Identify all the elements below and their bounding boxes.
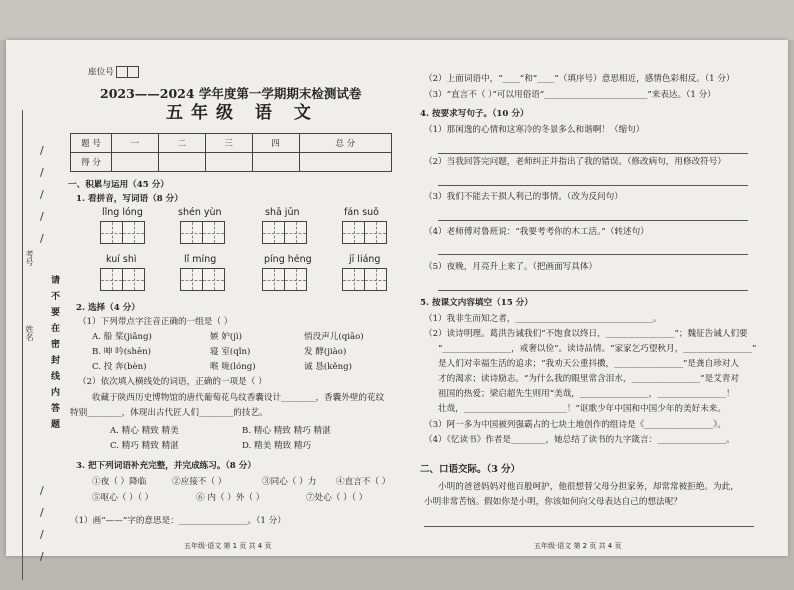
answer-line[interactable]: [424, 526, 754, 527]
score-cell: 一: [112, 134, 159, 153]
writing-grid[interactable]: [180, 268, 224, 291]
pinyin: lǐng lóng: [102, 207, 143, 218]
question-2-2: （2）依次填入横线处的词语，正确的一项是（ ）: [78, 377, 267, 387]
option-c-3: 诚 恳(kěng): [304, 362, 352, 372]
pinyin: píng héng: [264, 254, 312, 265]
background-top: [0, 0, 794, 40]
writing-grid[interactable]: [100, 221, 144, 244]
question-4-title: 4. 按要求写句子。（10 分）: [420, 109, 529, 119]
fill-line: （3）阿一多为中国被列强霸占的七块土地创作的组诗是《________________》。: [424, 420, 726, 430]
question-4-item-1: （1）那闲逸的心情和这寒冷的冬景多么和谐啊！（缩句）: [424, 125, 645, 135]
grade-subject: 五年级 语 文: [166, 103, 319, 123]
idiom-6: ⑥ 内（ ）外（ ）: [196, 493, 265, 503]
option-d: D. 精美 精致 精巧: [242, 441, 312, 451]
question-3-title: 3. 把下列词语补充完整，并完成练习。（8 分）: [76, 461, 256, 471]
question-2-1: （1）下列带点字注音正确的一组是（ ）: [78, 317, 233, 327]
page-footer-left: 五年级·语文 第 1 页 共 4 页: [184, 542, 272, 550]
seat-label: 座位号: [88, 67, 114, 78]
idiom-3: ③同心（ ）力: [262, 477, 317, 487]
writing-grid[interactable]: [100, 268, 144, 291]
question-1-title: 1. 看拼音，写词语（8 分）: [76, 194, 183, 204]
option-c-2: 喉 咙(lóng): [210, 362, 256, 372]
binding-line: [22, 110, 23, 580]
idiom-5: ⑤呕心（ ）（ ）: [92, 493, 154, 503]
pinyin: jī liáng: [349, 254, 381, 265]
score-input[interactable]: [205, 153, 252, 172]
score-cell: 题 号: [71, 134, 112, 153]
fill-line: 祖国的热爱；梁启超先生则用“美哉，________________，________________！: [438, 389, 735, 399]
seat-box-2[interactable]: [127, 66, 139, 78]
question-4-item-4: （4）老师傅对鲁班说：“我要考考你的木工活。”（转述句）: [424, 227, 649, 237]
idiom-7: ⑦处心（ ）（ ）: [306, 493, 368, 503]
binding-dashes-bottom: / / / /: [40, 484, 44, 563]
section-2-title: 二、口语交际。（3 分）: [420, 464, 521, 475]
idiom-4: ④直言不（ ）: [336, 477, 391, 487]
question-4-item-3: （3）我们不能去干损人利己的事情。（改为反问句）: [424, 192, 623, 202]
answer-line[interactable]: [438, 290, 748, 291]
question-4-item-5: （5）夜晚，月亮升上来了。（把画面写具体）: [424, 262, 598, 272]
binding-name-label: 姓名: [25, 325, 34, 341]
score-cell: 三: [205, 134, 252, 153]
score-table-score-row: [71, 153, 392, 172]
option-a-3: 悄没声儿(qiāo): [304, 332, 364, 342]
fill-line: （4）《忆读书》作者是________，她总结了读书的九字箴言：________________。: [424, 435, 735, 445]
score-table: [70, 133, 392, 172]
option-b-1: B. 呻 吟(shēn): [92, 347, 151, 357]
score-cell: 四: [252, 134, 299, 153]
writing-grid[interactable]: [342, 221, 386, 244]
writing-grid[interactable]: [262, 221, 306, 244]
question-4-item-2: （2）当我回答完问题，老师纠正并指出了我的错误。（修改病句，用修改符号）: [424, 157, 726, 167]
exam-sheet: [6, 40, 788, 563]
option-b-3: 发 酵(jiào): [304, 347, 347, 357]
answer-line[interactable]: [438, 220, 748, 221]
fill-line: （1）我非生而知之者，________________________________。: [424, 314, 662, 324]
fill-line: 壮哉，________________________！”讴歌少年中国和中国少年的美好未来。: [438, 404, 726, 414]
exam-title: 2023——2024 学年度第一学期期末检测试卷: [100, 86, 362, 101]
option-b-2: 寝 室(qǐn): [210, 347, 251, 357]
writing-grid[interactable]: [180, 221, 224, 244]
score-cell: 总 分: [299, 134, 392, 153]
binding-id-label: 考号: [25, 250, 34, 266]
question-5-title: 5. 按课文内容填空（15 分）: [420, 298, 533, 308]
question-2-2-passage-2: 特别________，体现出古代匠人们________的技艺。: [70, 408, 268, 418]
question-3-sub-2: （2）上面词语中，“____”和“____”（填序号）意思相近，感情色彩相反。（1 分）: [424, 74, 735, 84]
pinyin: shén yùn: [178, 207, 222, 218]
fill-line: 才的渴求；读诗励志。“为什么我的眼里常含泪水，________________”是艾青对: [438, 374, 739, 384]
section-2-text-2: 小明非常苦恼。假如你是小明，你该如何向父母表达自己的想法呢？: [424, 497, 682, 507]
section-2-text-1: 小明的爸爸妈妈对他百般呵护，他很想替父母分担家务，却常常被拒绝。为此，: [438, 482, 739, 492]
pinyin: lǐ míng: [184, 254, 217, 265]
pinyin: shā jūn: [265, 207, 300, 218]
answer-line[interactable]: [438, 254, 748, 255]
option-c-1: C. 投 奔(bèn): [92, 362, 147, 372]
binding-strip: [14, 100, 60, 590]
option-b: B. 精心 精致 精巧 精湛: [242, 426, 331, 436]
seat-number: [88, 66, 139, 79]
idiom-2: ②应接不（ ）: [172, 477, 227, 487]
score-cell: 二: [158, 134, 205, 153]
score-input[interactable]: [252, 153, 299, 172]
question-2-title: 2. 选择（4 分）: [76, 303, 140, 313]
fill-line: （2）读诗明理。葛洪告诫我们“不饱食以终日，________________”；魏征告诫人们要: [424, 329, 748, 339]
answer-line[interactable]: [438, 153, 748, 154]
pinyin: kuí shì: [106, 254, 137, 265]
answer-line[interactable]: [438, 185, 748, 186]
writing-grid[interactable]: [342, 268, 386, 291]
option-c: C. 精巧 精致 精湛: [110, 441, 179, 451]
option-a: A. 精心 精致 精美: [110, 426, 179, 436]
option-a-1: A. 船 桨(jiǎng): [92, 332, 152, 342]
pinyin: fán suǒ: [344, 207, 379, 218]
score-cell: 得 分: [71, 153, 112, 172]
binding-dashes-top: / / / / /: [40, 144, 44, 245]
option-a-2: 嫉 妒(jì): [210, 332, 243, 342]
section-1-title: 一、积累与运用（45 分）: [68, 180, 169, 190]
question-3-sub-3: （3）“直言不（ ）”可以用俗语“________________________”来表达。（1 分）: [424, 90, 716, 100]
score-input[interactable]: [112, 153, 159, 172]
idiom-1: ①夜（ ）降临: [92, 477, 147, 487]
score-input[interactable]: [299, 153, 392, 172]
writing-grid[interactable]: [262, 268, 306, 291]
binding-warning: 请不要在密封线内答题: [49, 275, 59, 435]
question-3-sub-1: （1）画“——”字的意思是：________________。（1 分）: [70, 516, 286, 526]
score-table-header-row: [71, 134, 392, 153]
question-2-2-passage-1: 收藏于陕西历史博物馆的唐代葡萄花鸟纹香囊设计________，香囊外壁的花纹: [92, 393, 385, 403]
score-input[interactable]: [158, 153, 205, 172]
fill-line: “________________，戒奢以俭”。读诗品情。“家家乞巧望秋月，________________”: [438, 344, 757, 354]
page-footer-right: 五年级·语文 第 2 页 共 4 页: [534, 542, 622, 550]
fill-line: 是人们对幸福生活的追求；“我劝天公重抖擞，________________”是龚自珍对人: [438, 359, 739, 369]
